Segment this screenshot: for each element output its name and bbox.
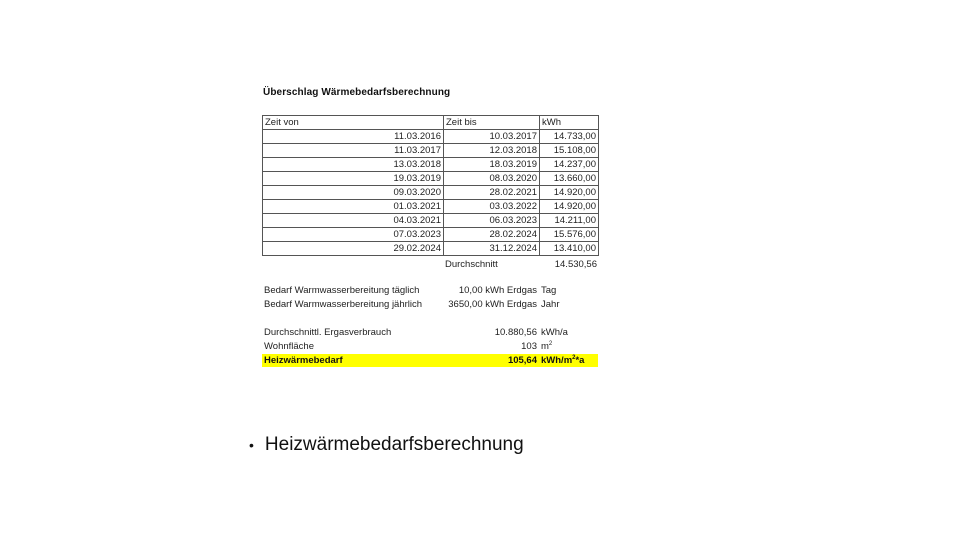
heating-demand-unit: [541, 354, 584, 367]
bullet-text: Heizwärmebedarfsberechnung: [264, 434, 524, 455]
sheet-title: Überschlag Wärmebedarfsberechnung: [263, 87, 451, 98]
cell-kwh: 14.211,00: [540, 214, 599, 228]
header-zeit-bis: Zeit bis: [444, 116, 540, 130]
warmwater-yearly-label: Bedarf Warmwasserbereitung jährlich: [264, 299, 423, 310]
cell-zeit-von: 09.03.2020: [263, 186, 444, 200]
cell-zeit-von: 13.03.2018: [263, 158, 444, 172]
table-row: [263, 158, 599, 172]
warmwater-daily-label: Bedarf Warmwasserbereitung täglich: [264, 285, 420, 296]
cell-zeit-bis: 28.02.2021: [444, 186, 540, 200]
bullet-icon: •: [249, 437, 254, 453]
table-row: [263, 228, 599, 242]
cell-kwh: 14.920,00: [540, 200, 599, 214]
cell-kwh: 15.108,00: [540, 144, 599, 158]
cell-zeit-bis: 10.03.2017: [444, 130, 540, 144]
heating-demand-row: [262, 354, 598, 367]
table-row: [263, 130, 599, 144]
header-kwh: kWh: [540, 116, 599, 130]
cell-kwh: 14.733,00: [540, 130, 599, 144]
warmwater-daily-unit: Tag: [541, 285, 557, 296]
living-area-value: 103: [521, 341, 537, 352]
gas-consumption-value: 10.880,56: [494, 327, 537, 338]
heating-demand-label: Heizwärmebedarf: [264, 355, 343, 366]
cell-kwh: 14.920,00: [540, 186, 599, 200]
gas-consumption-label: Durchschnittl. Ergasverbrauch: [264, 327, 392, 338]
cell-zeit-von: 04.03.2021: [263, 214, 444, 228]
gas-consumption-row: [262, 326, 598, 339]
cell-zeit-von: 01.03.2021: [263, 200, 444, 214]
average-label: Durchschnitt: [445, 259, 498, 270]
table-row: [263, 200, 599, 214]
cell-zeit-bis: 08.03.2020: [444, 172, 540, 186]
cell-zeit-von: 07.03.2023: [263, 228, 444, 242]
cell-zeit-bis: 12.03.2018: [444, 144, 540, 158]
living-area-row: [262, 340, 598, 353]
cell-zeit-von: 19.03.2019: [263, 172, 444, 186]
cell-zeit-von: 29.02.2024: [263, 242, 444, 256]
unit-base: kWh/m: [541, 355, 573, 366]
warmwater-yearly-unit: Jahr: [541, 299, 560, 310]
cell-kwh: 14.237,00: [540, 158, 599, 172]
table-row: [263, 214, 599, 228]
warmwater-daily-value: 10,00 kWh Erdgas: [458, 285, 537, 296]
cell-zeit-bis: 18.03.2019: [444, 158, 540, 172]
table-header-row: [263, 116, 599, 130]
average-value: 14.530,56: [554, 259, 597, 270]
cell-kwh: 13.660,00: [540, 172, 599, 186]
warmwater-yearly-row: [262, 298, 598, 311]
gas-consumption-unit: kWh/a: [541, 327, 568, 338]
cell-zeit-bis: 28.02.2024: [444, 228, 540, 242]
unit-base: m: [541, 341, 549, 352]
living-area-unit: [541, 340, 552, 353]
cell-zeit-bis: 06.03.2023: [444, 214, 540, 228]
consumption-table: [262, 115, 599, 256]
cell-kwh: 15.576,00: [540, 228, 599, 242]
cell-zeit-von: 11.03.2016: [263, 130, 444, 144]
heating-demand-value: 105,64: [507, 355, 537, 366]
cell-kwh: 13.410,00: [540, 242, 599, 256]
table-row: [263, 186, 599, 200]
table-row: [263, 172, 599, 186]
unit-superscript: 2: [572, 355, 576, 361]
bullet-point: [249, 434, 524, 456]
unit-tail: *a: [575, 355, 585, 366]
cell-zeit-von: 11.03.2017: [263, 144, 444, 158]
warmwater-daily-row: [262, 284, 598, 297]
table-row: [263, 242, 599, 256]
living-area-label: Wohnfläche: [264, 341, 314, 352]
table-row: [263, 144, 599, 158]
cell-zeit-bis: 31.12.2024: [444, 242, 540, 256]
cell-zeit-bis: 03.03.2022: [444, 200, 540, 214]
warmwater-yearly-value: 3650,00 kWh Erdgas: [448, 299, 537, 310]
header-zeit-von: Zeit von: [263, 116, 444, 130]
unit-superscript: 2: [548, 341, 553, 347]
